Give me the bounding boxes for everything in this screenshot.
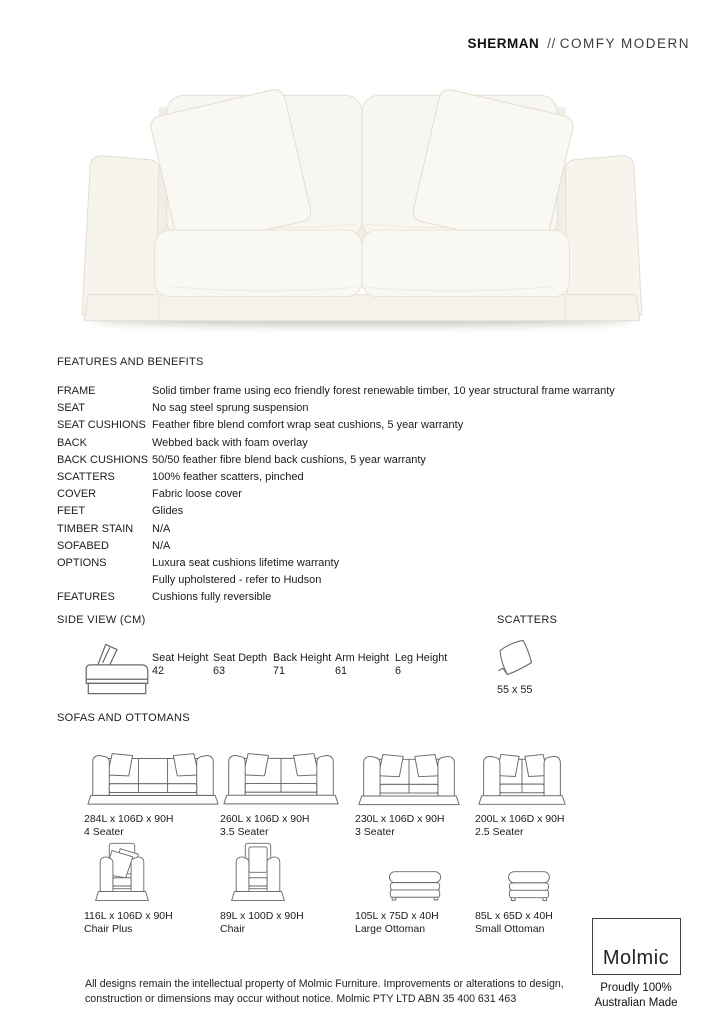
sofa-3-seater-diagram — [355, 741, 463, 809]
feature-value: 100% feather scatters, pinched — [152, 471, 304, 484]
measurement-value: 71 — [273, 665, 286, 677]
product-name: 3.5 Seater — [220, 825, 269, 838]
measurement-label: Arm Height — [335, 652, 390, 664]
feature-row — [57, 383, 677, 400]
feature-row — [57, 538, 677, 555]
feature-row — [57, 521, 677, 538]
scatter-pillow-icon — [489, 634, 537, 682]
product-name: 3 Seater — [355, 825, 395, 838]
product-label — [220, 910, 362, 935]
large-ottoman-diagram — [383, 868, 447, 905]
product-dimensions: 230L x 106D x 90H — [355, 813, 445, 825]
products-title: SOFAS AND OTTOMANS — [57, 712, 190, 724]
feature-label: FEATURES — [57, 591, 115, 604]
disclaimer-line-1: All designs remain the intellectual property of Molmic Furniture. Improvements or alterations to design, — [85, 978, 564, 990]
feature-value: N/A — [152, 539, 171, 552]
feature-row — [57, 486, 677, 503]
feature-label: TIMBER STAIN — [57, 522, 134, 535]
product-cell-3-5-seater — [220, 740, 362, 838]
side-view-title: SIDE VIEW (CM) — [57, 614, 146, 626]
product-dimensions: 260L x 106D x 90H — [220, 813, 310, 825]
feature-row — [57, 572, 677, 589]
feature-value: Webbed back with foam overlay — [152, 436, 308, 449]
chair-diagram — [228, 836, 288, 905]
feature-label: FRAME — [57, 385, 96, 397]
small-ottoman-diagram — [503, 868, 555, 905]
footer-logo-block — [581, 918, 691, 1011]
scatters-title: SCATTERS — [497, 614, 558, 626]
measurement-label: Seat Depth — [213, 652, 268, 664]
product-name: Large Ottoman — [355, 922, 426, 935]
feature-label: BACK CUSHIONS — [57, 453, 149, 466]
measurement — [395, 652, 453, 678]
features-title: FEATURES AND BENEFITS — [57, 356, 204, 368]
feature-value: Fabric loose cover — [152, 488, 242, 501]
feature-value: N/A — [152, 522, 171, 535]
collection-name: COMFY MODERN — [559, 36, 690, 51]
feature-label: SEAT — [57, 402, 85, 415]
feature-value: No sag steel sprung suspension — [152, 402, 309, 415]
sofa-4-seater-diagram — [84, 740, 222, 808]
chair-plus-diagram — [92, 836, 152, 905]
feature-label: SCATTERS — [57, 471, 115, 484]
brand-header — [467, 36, 690, 51]
measurement — [273, 652, 335, 678]
feature-row — [57, 589, 677, 606]
measurement-value: 63 — [213, 665, 226, 677]
product-dimensions: 105L x 75D x 40H — [355, 910, 439, 922]
feature-row — [57, 503, 677, 520]
feature-value: Fully upholstered - refer to Hudson — [152, 574, 322, 587]
molmic-logo-text: Molmic — [602, 947, 670, 969]
product-dimensions: 200L x 106D x 90H — [475, 813, 565, 825]
header-separator: // — [547, 36, 556, 51]
product-cell-2-5-seater — [475, 740, 617, 838]
sofa-side-view-diagram — [77, 638, 157, 698]
product-dimensions: 116L x 106D x 90H — [84, 910, 173, 922]
measurement-label: Leg Height — [395, 652, 448, 664]
molmic-logo — [592, 918, 681, 975]
feature-label: OPTIONS — [57, 557, 107, 570]
measurement — [335, 652, 395, 678]
feature-label: COVER — [57, 488, 97, 501]
scatters-section — [497, 614, 587, 696]
feature-value: Feather fibre blend comfort wrap seat cushions, 5 year warranty — [152, 419, 464, 432]
measurement-value: 42 — [152, 665, 165, 677]
feature-label — [57, 572, 152, 589]
product-name: Small Ottoman — [475, 922, 545, 935]
feature-value: Glides — [152, 505, 184, 518]
product-cell-chair — [220, 843, 362, 935]
product-label — [475, 813, 617, 838]
hero-sofa-image — [70, 80, 654, 334]
sofa-3-5-seater-diagram — [220, 740, 342, 808]
tagline-line-1: Proudly 100% — [600, 982, 672, 994]
measurement-value: 6 — [395, 665, 402, 677]
products-section — [57, 712, 697, 935]
product-label — [220, 813, 362, 838]
product-label — [84, 910, 226, 935]
product-dimensions: 284L x 106D x 90H — [84, 813, 174, 825]
feature-label: BACK — [57, 436, 87, 449]
feature-row — [57, 400, 677, 417]
feature-label: SOFABED — [57, 539, 109, 552]
product-name: Chair — [220, 922, 246, 935]
feature-row — [57, 417, 677, 434]
feature-row — [57, 435, 677, 452]
sofa-photo-illustration — [70, 80, 654, 334]
tagline-line-2: Australian Made — [594, 997, 678, 1009]
feature-row — [57, 555, 677, 572]
scatter-size: 55 x 55 — [497, 684, 533, 696]
product-label — [84, 813, 226, 838]
measurement-label: Back Height — [273, 652, 332, 664]
measurement — [152, 652, 213, 678]
features-section — [57, 356, 677, 607]
product-cell-chair-plus — [84, 843, 226, 935]
feature-value: Cushions fully reversible — [152, 591, 272, 604]
product-name: 2.5 Seater — [475, 825, 524, 838]
measurement — [213, 652, 273, 678]
feature-value: Luxura seat cushions lifetime warranty — [152, 557, 340, 570]
feature-value: Solid timber frame using eco friendly forest renewable timber, 10 year structural frame warranty — [152, 385, 615, 397]
product-dimensions: 85L x 65D x 40H — [475, 910, 553, 922]
measurement-value: 61 — [335, 665, 348, 677]
feature-label: FEET — [57, 505, 86, 518]
disclaimer-line-2: construction or dimensions may occur without notice. Molmic PTY LTD ABN 35 400 631 463 — [85, 992, 517, 1005]
sofa-2-5-seater-diagram — [475, 741, 569, 808]
side-view-measurements — [152, 652, 453, 678]
features-table — [57, 383, 677, 607]
footer-disclaimer — [85, 977, 564, 1006]
logo-tagline — [581, 981, 691, 1011]
feature-row — [57, 469, 677, 486]
product-dimensions: 89L x 100D x 90H — [220, 910, 304, 922]
feature-value: 50/50 feather fibre blend back cushions, 5 year warranty — [152, 453, 426, 466]
product-name: Chair Plus — [84, 922, 133, 935]
feature-row — [57, 452, 677, 469]
side-view-section — [57, 614, 477, 677]
product-name: 4 Seater — [84, 825, 124, 838]
feature-label: SEAT CUSHIONS — [57, 419, 146, 432]
measurement-label: Seat Height — [152, 652, 209, 664]
product-name: SHERMAN — [467, 36, 540, 51]
product-cell-4-seater — [84, 740, 226, 838]
